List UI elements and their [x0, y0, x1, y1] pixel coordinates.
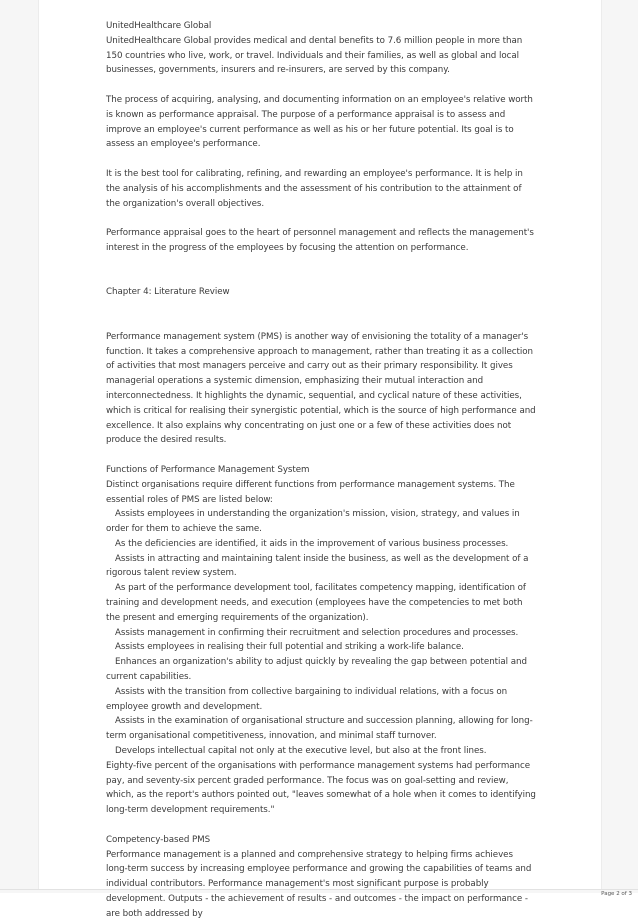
list-item: Assists employees in realising their full potential and striking a work-life balance. — [115, 642, 464, 653]
paragraph: It is the best tool for calibrating, refining, and rewarding an employee's performance. It is help in the analysis of his accomplishments and the assessment of his contribution to the attainment of the organization's overall objectives. — [106, 168, 523, 209]
paragraph: UnitedHealthcare Global provides medical and dental benefits to 7.6 million people in more than 150 countries who live, work, or travel. Individuals and their families, as well as global and local businesses, governments, insurers and re-insurers, are served by this company. — [106, 35, 523, 76]
section-title: Functions of Performance Management System — [106, 464, 310, 475]
chapter-heading: Chapter 4: Literature Review — [106, 287, 230, 298]
page-number: Page 2 of 3 — [601, 891, 632, 897]
paragraph: Eighty-five percent of the organisations with performance management systems had performance pay, and seventy-six percent graded performance. The focus was on goal-setting and review, which, as the report's authors pointed out, "leaves somewhat of a hole when it comes to identifying long-term development requirements." — [106, 760, 536, 816]
paragraph: Distinct organisations require different functions from performance management systems. The essential roles of PMS are listed below: — [106, 479, 515, 505]
list-item: Assists employees in understanding the organization's mission, vision, strategy, and values in order for them to achieve the same. — [106, 509, 520, 535]
document-content — [106, 19, 536, 922]
list-item: Assists in the examination of organisational structure and succession planning, allowing for long-term organisational competitiveness, innovation, and minimal staff turnover. — [106, 716, 533, 742]
list-item: As part of the performance development tool, facilitates competency mapping, identification of training and development needs, and execution (employees have the competencies to met both the present and emerging requirements of the organization). — [106, 583, 526, 623]
section-title: UnitedHealthcare Global — [106, 21, 212, 31]
list-item: Develops intellectual capital not only at the executive level, but also at the front lines. — [115, 746, 487, 757]
spacer — [106, 271, 536, 286]
list-item: As the deficiencies are identified, it aids in the improvement of various business processes. — [115, 538, 509, 549]
paragraph: The process of acquiring, analysing, and documenting information on an employee's relative worth is known as performance appraisal. The purpose of a performance appraisal is to assess and improve an employee's current performance as well as his or her future potential. Its goal is to assess an employee's performance. — [106, 94, 533, 150]
list-item: Assists in attracting and maintaining talent inside the business, as well as the development of a rigorous talent review system. — [106, 553, 529, 579]
paragraph: Performance management system (PMS) is another way of envisioning the totality of a manager's function. It takes a comprehensive approach to management, rather than treating it as a collection of activities that most managers perceive and carry out as their primary responsibility. It gives managerial operations a systemic dimension, emphasizing their mutual interaction and interconnectedness. It highlights the dynamic, sequential, and cyclical nature of these activities, which is critical for realising their synergistic potential, which is the source of high performance and excellence. It also explains why concentrating on just one or a few of these activities does not produce the desired results. — [106, 331, 536, 446]
list-item: Assists management in confirming their recruitment and selection procedures and processes. — [115, 627, 519, 638]
list-item: Enhances an organization's ability to adjust quickly by revealing the gap between potential and current capabilities. — [106, 657, 527, 683]
section-title: Competency-based PMS — [106, 834, 211, 845]
paragraph: Performance management is a planned and comprehensive strategy to helping firms achieves long-term success by increasing employee performance and growing the capabilities of teams and individual contributors. Performance management's most significant purpose is probably development. Outputs - the achievement of results - and outcomes - the impact on performance - are both addressed by — [106, 849, 532, 919]
list-item: Assists with the transition from collective bargaining to individual relations, with a focus on employee growth and development. — [106, 686, 508, 712]
page-divider — [0, 889, 638, 890]
spacer — [106, 315, 536, 330]
paragraph: Performance appraisal goes to the heart of personnel management and reflects the management's interest in the progress of the employees by focusing the attention on performance. — [106, 228, 534, 253]
